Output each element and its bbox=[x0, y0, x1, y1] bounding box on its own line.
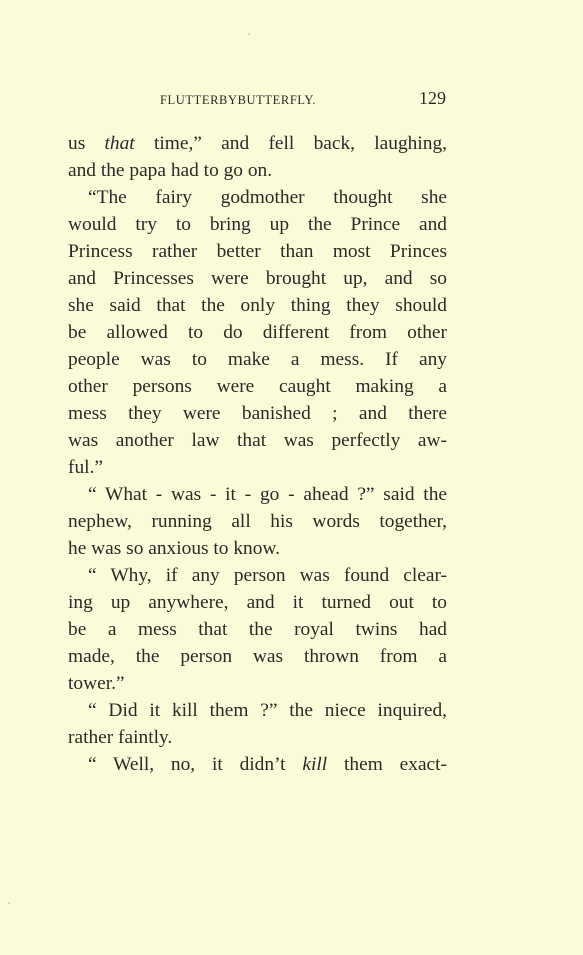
paper-speck bbox=[8, 902, 10, 904]
paragraph-first-line: “ Did it kill them ?” the niece inquired, bbox=[88, 700, 447, 721]
italic-emphasis: kill bbox=[302, 754, 328, 775]
text-line: he was so anxious to know. bbox=[68, 538, 281, 559]
paragraph-first-line: “ Well, no, it didn’t kill them exact- bbox=[88, 754, 448, 775]
text-line: she said that the only thing they should bbox=[68, 295, 447, 316]
paragraph-first-line: “ What - was - it - go - ahead ?” said the bbox=[88, 484, 447, 505]
text-line: other persons were caught making a bbox=[68, 376, 447, 397]
text-line: would try to bring up the Prince and bbox=[68, 214, 447, 235]
paper-speck bbox=[248, 33, 250, 35]
text-line: people was to make a mess. If any bbox=[68, 349, 447, 370]
text-line: was another law that was perfectly aw- bbox=[68, 430, 447, 451]
paragraph-first-line: “ Why, if any person was found clear- bbox=[88, 565, 447, 586]
text-line: made, the person was thrown from a bbox=[68, 646, 447, 667]
running-title: FLUTTERBYBUTTERFLY. bbox=[160, 93, 317, 107]
italic-emphasis: that bbox=[104, 133, 135, 154]
text-line: ful.” bbox=[68, 457, 103, 478]
text-line: us that time,” and fell back, laughing, bbox=[68, 133, 447, 154]
text-line: be a mess that the royal twins had bbox=[68, 619, 447, 640]
text-line: nephew, running all his words together, bbox=[68, 511, 447, 532]
text-line: ing up anywhere, and it turned out to bbox=[68, 592, 447, 613]
text-line: and Princesses were brought up, and so bbox=[68, 268, 447, 289]
text-line: rather faintly. bbox=[68, 727, 173, 748]
page-number: 129 bbox=[419, 88, 446, 108]
text-line: be allowed to do different from other bbox=[68, 322, 447, 343]
text-line: mess they were banished ; and there bbox=[68, 403, 447, 424]
text-line: tower.” bbox=[68, 673, 125, 694]
text-line: and the papa had to go on. bbox=[68, 160, 273, 181]
text-line: Princess rather better than most Princes bbox=[68, 241, 447, 262]
paragraph-first-line: “The fairy godmother thought she bbox=[88, 187, 447, 208]
